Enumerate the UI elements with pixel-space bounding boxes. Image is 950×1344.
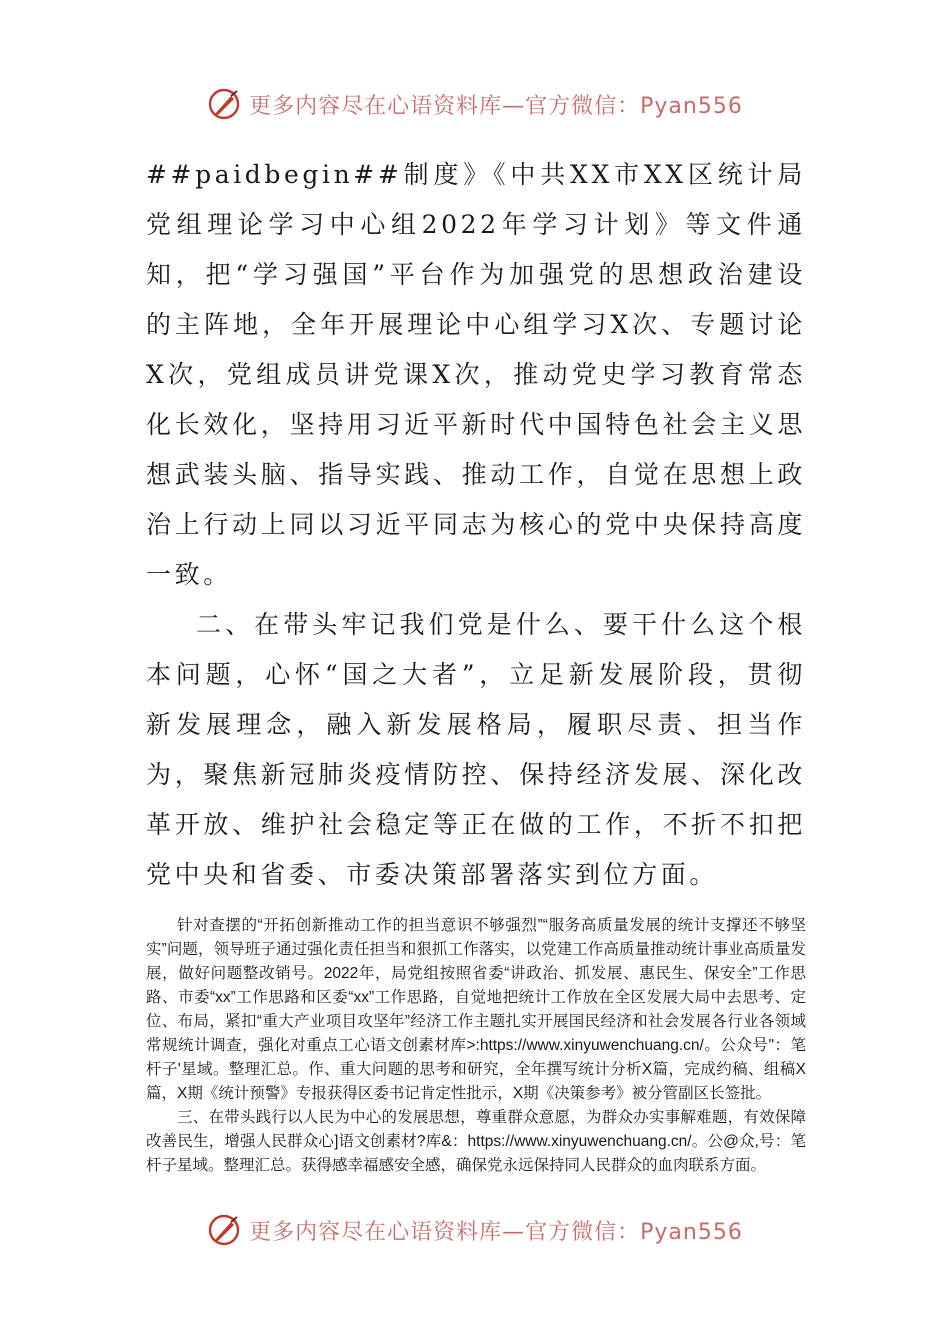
paragraph-4: 三、在带头践行以人民为中心的发展思想，尊重群众意愿，为群众办实事解难题，有效保障改善民生，增强人民群众心]语文创素材?库&：https://www.xinyuwenchuang.cn/。公@众,号：笔杆子星域。整理汇总。获得感幸福感安全感，确保党永远保持同人民群众的血肉联系方面。 (146, 1109, 806, 1174)
document-body (146, 150, 806, 1178)
paragraph-1: ##paidbegin##制度》《中共XX市XX区统计局党组理论学习中心组2022年学习计划》等文件通知，把“学习强国”平台作为加强党的思想政治建设的主阵地，全年开展理论中心组学习X次、专题讨论X次，党组成员讲党课X次，推动党史学习教育常态化长效化，坚持用习近平新时代中国特色社会主义思想武装头脑、指导实践、推动工作，自觉在思想上政治上行动上同以习近平同志为核心的党中央保持高度一致。 (146, 160, 806, 589)
quill-logo-icon (207, 1213, 241, 1247)
watermark-text: 更多内容尽在心语资料库—官方微信：Pyan556 (249, 93, 743, 119)
paragraph-3: 针对查摆的“开拓创新推动工作的担当意识不够强烈”“服务高质量发展的统计支撑还不够坚实”问题，领导班子通过强化责任担当和狠抓工作落实，以党建工作高质量推动统计事业高质量发展，做好问题整改销号。2022年，局党组按照省委“讲政治、抓发展、惠民生、保安全”工作思路、市委“xx”工作思路和区委“xx”工作思路，自觉地把统计工作放在全区发展大局中去思考、定位、布局，紧扣“重大产业项目攻坚年”经济工作主题扎实开展国民经济和社会发展各行业各领域常规统计调查，强化对重点工心语文创素材库>:https://www.xinyuwenchuang.cn/。公众号"：笔杆子'星域。整理汇总。作、重大问题的思考和研究，全年撰写统计分析X篇，完成约稿、组稿X篇，X期《统计预警》专报获得区委书记肯定性批示，X期《决策参考》被分管副区长签批。 (146, 917, 806, 1102)
paragraph-2: 二、在带头牢记我们党是什么、要干什么这个根本问题，心怀“国之大者”，立足新发展阶段，贯彻新发展理念，融入新发展格局，履职尽责、担当作为，聚焦新冠肺炎疫情防控、保持经济发展、深化改革开放、维护社会稳定等正在做的工作，不折不扣把党中央和省委、市委决策部署落实到位方面。 (146, 610, 806, 889)
watermark-text: 更多内容尽在心语资料库—官方微信：Pyan556 (249, 1219, 743, 1245)
small-text-block (146, 914, 806, 1178)
footer-watermark (0, 1208, 950, 1252)
header-watermark (0, 82, 950, 126)
quill-logo-icon (207, 87, 241, 121)
